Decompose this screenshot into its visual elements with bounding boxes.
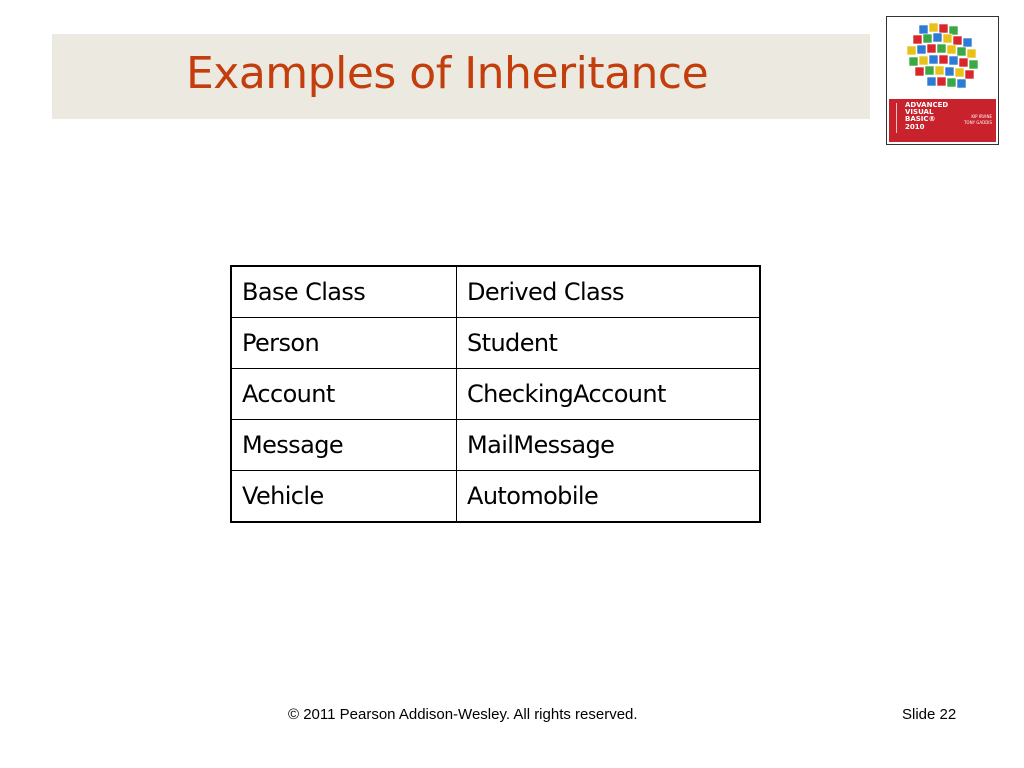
book-author: KIP IRVINE — [971, 114, 992, 119]
table-cell: MailMessage — [457, 420, 761, 471]
table-cell: Message — [231, 420, 457, 471]
book-spine-stripe — [896, 103, 897, 133]
table-row — [231, 369, 760, 420]
slide-number: Slide 22 — [902, 706, 957, 723]
book-title-line: VISUAL — [905, 108, 934, 116]
inheritance-table — [230, 265, 761, 523]
book-title-line: ADVANCED — [905, 101, 949, 109]
table-cell: Base Class — [231, 266, 457, 318]
table-row — [231, 471, 760, 523]
book-title-line: 2010 — [905, 123, 925, 131]
table-cell: Derived Class — [457, 266, 761, 318]
table-cell: Student — [457, 318, 761, 369]
table-cell: Automobile — [457, 471, 761, 523]
table-row — [231, 318, 760, 369]
copyright-notice: © 2011 Pearson Addison-Wesley. All rights reserved. — [288, 706, 638, 723]
slide-title: Examples of Inheritance — [186, 48, 709, 99]
book-author: TONY GADDIS — [963, 120, 992, 125]
book-title-band — [889, 99, 996, 142]
table-row — [231, 420, 760, 471]
title-band — [52, 34, 870, 119]
table-cell: Vehicle — [231, 471, 457, 523]
table-header-row — [231, 266, 760, 318]
color-cubes-icon — [887, 17, 998, 99]
table-cell: CheckingAccount — [457, 369, 761, 420]
book-title-line: BASIC® — [905, 115, 936, 123]
table-cell: Person — [231, 318, 457, 369]
table-cell: Account — [231, 369, 457, 420]
book-cover-image — [886, 16, 999, 145]
